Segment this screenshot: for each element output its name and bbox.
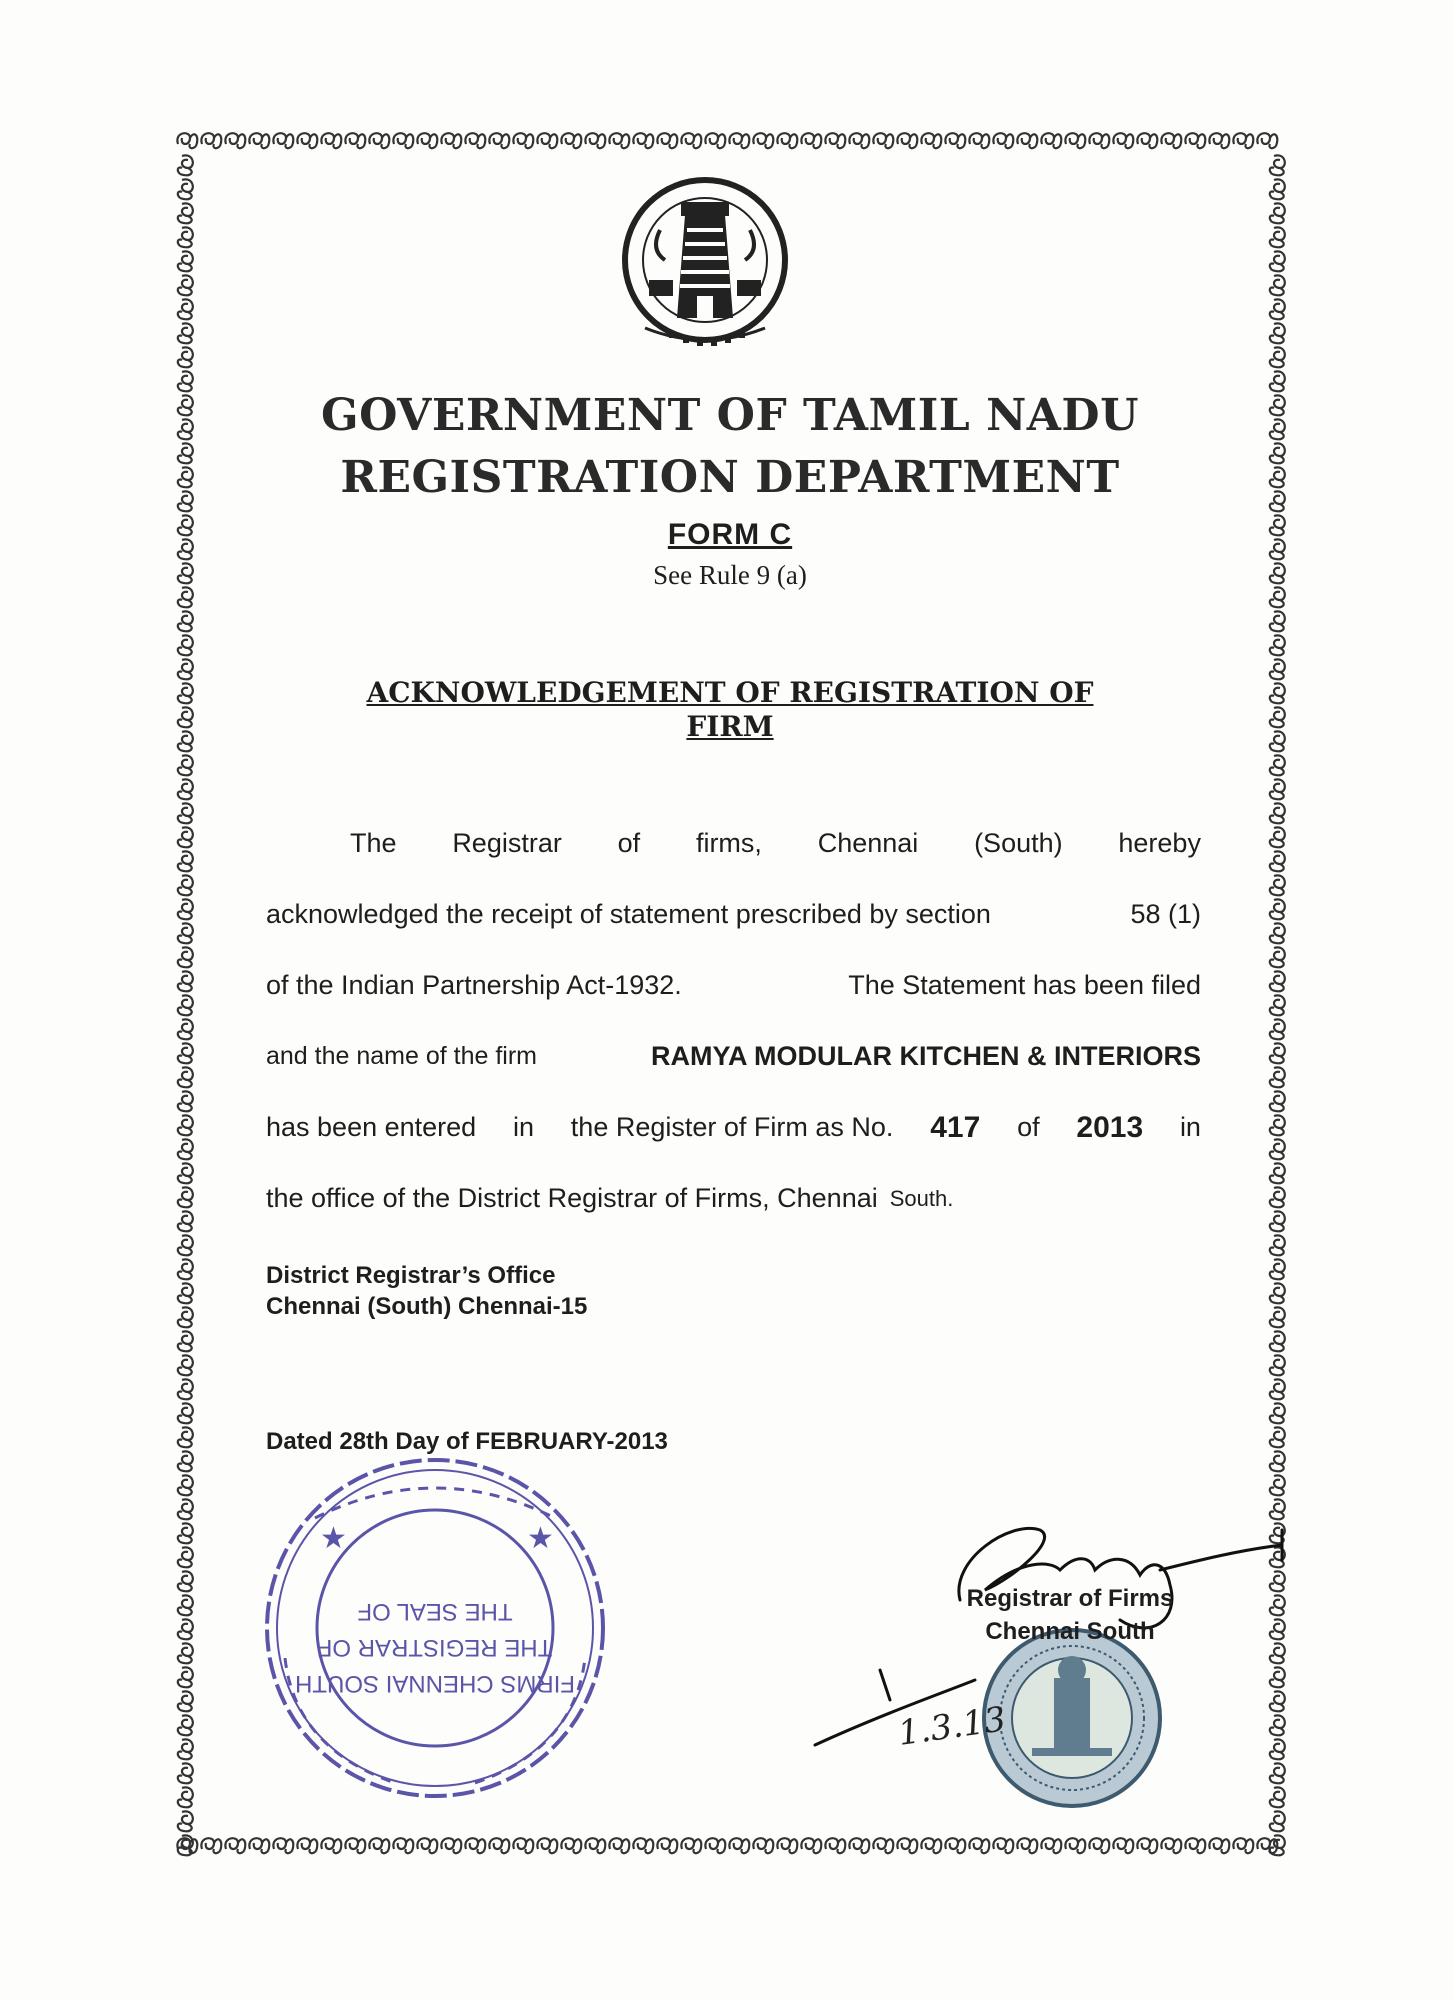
department-title-line2: REGISTRATION DEPARTMENT xyxy=(340,452,1120,503)
body-line-4: and the name of the firm RAMYA MODULAR KITCHEN & INTERIORS xyxy=(266,1021,1201,1092)
body-line-6: the office of the District Registrar of Firms, Chennai South. xyxy=(266,1183,954,1213)
form-label: FORM C xyxy=(667,518,793,551)
svg-text:★: ★ xyxy=(527,1521,554,1556)
svg-text:1.3.13: 1.3.13 xyxy=(895,1699,1009,1754)
signatory-designation: Registrar of Firms Chennai South xyxy=(966,1585,1174,1645)
office-address: District Registrar’s Office Chennai (South) Chennai-15 xyxy=(266,1262,588,1320)
svg-text:THE REGISTRAR OF: THE REGISTRAR OF xyxy=(317,1634,553,1661)
svg-text:★: ★ xyxy=(320,1521,347,1556)
svg-text:FIRMS CHENNAI SOUTH: FIRMS CHENNAI SOUTH xyxy=(294,1670,576,1697)
department-title-line1: GOVERNMENT OF TAMIL NADU xyxy=(321,390,1139,441)
acknowledgement-title-line1: ACKNOWLEDGEMENT OF REGISTRATION OF xyxy=(366,676,1094,709)
body-line-1: The Registrar of firms, Chennai (South) hereby xyxy=(350,828,1201,858)
acknowledgement-title-line2: FIRM xyxy=(686,710,774,743)
registration-number: 417 xyxy=(930,1111,981,1144)
svg-text:THE SEAL OF: THE SEAL OF xyxy=(357,1598,513,1625)
dated-line: Dated 28th Day of FEBRUARY-2013 xyxy=(266,1428,668,1455)
body-line-2: acknowledged the receipt of statement prescribed by section 58 (1) xyxy=(266,899,1201,929)
body-line-5: has been entered in the Register of Firm as No. 417 of 2013 in xyxy=(266,1092,1201,1163)
body-line-3: of the Indian Partnership Act-1932. The Statement has been filed xyxy=(266,970,1201,1000)
rule-reference: See Rule 9 (a) xyxy=(653,560,807,590)
registration-year: 2013 xyxy=(1076,1111,1144,1144)
firm-name: RAMYA MODULAR KITCHEN & INTERIORS xyxy=(650,1041,1201,1071)
